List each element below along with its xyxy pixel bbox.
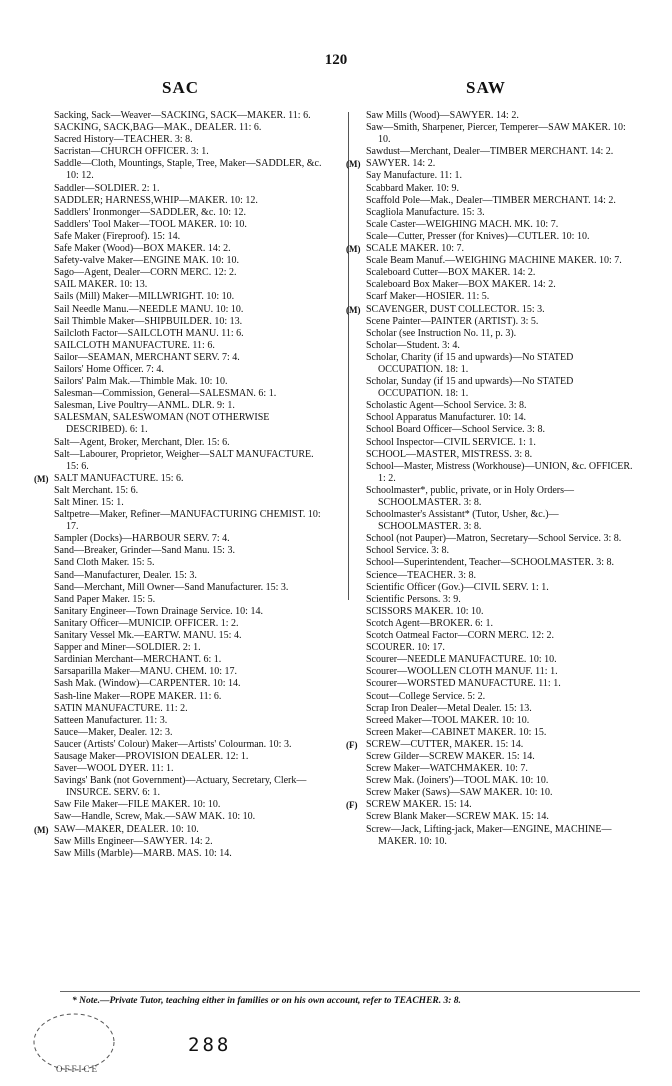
entry-text: Scholar, Charity (if 15 and upwards)—No STATED OCCUPATION. 18: 1.	[366, 351, 574, 375]
right-column-heading: SAW	[466, 78, 506, 97]
index-entry	[34, 533, 330, 545]
entry-text: Safe Maker (Fireproof). 15: 14.	[54, 230, 181, 242]
entry-text: Sailors' Home Officer. 7: 4.	[54, 363, 164, 375]
index-entry	[34, 146, 330, 158]
index-entry	[346, 231, 642, 243]
index-entry	[346, 654, 642, 666]
index-entry	[346, 618, 642, 630]
index-entry	[346, 557, 642, 569]
index-entry	[34, 183, 330, 195]
index-entry	[34, 570, 330, 582]
entry-text: Scourer—WORSTED MANUFACTURE. 11: 1.	[366, 678, 561, 690]
index-entry	[346, 110, 642, 122]
entry-text: Screw Mak. (Joiners')—TOOL MAK. 10: 10.	[366, 775, 549, 787]
entry-text: Sacristan—CHURCH OFFICER. 3: 1.	[54, 146, 209, 158]
entry-text: Saver—WOOL DYER. 11: 1.	[54, 763, 174, 775]
entry-mark: (M)	[34, 473, 49, 484]
index-entry	[34, 727, 330, 739]
index-entry	[346, 703, 642, 715]
index-entry	[346, 678, 642, 690]
index-entry	[34, 594, 330, 606]
entry-text: SCISSORS MAKER. 10: 10.	[366, 605, 484, 617]
index-entry	[346, 255, 642, 267]
entry-text: SCHOOL—MASTER, MISTRESS. 3: 8.	[366, 448, 533, 460]
entry-text: Scout—College Service. 5: 2.	[366, 690, 486, 702]
entry-text: Saltpetre—Maker, Refiner—MANUFACTURING CHEMIST. 10: 17.	[54, 509, 321, 533]
entry-text: Say Manufacture. 11: 1.	[366, 170, 462, 182]
index-entry	[346, 666, 642, 678]
index-entry	[34, 497, 330, 509]
index-entry	[34, 340, 330, 352]
entry-mark: (M)	[346, 304, 361, 315]
index-entry	[346, 715, 642, 727]
index-entry	[346, 207, 642, 219]
index-entry	[346, 787, 642, 799]
index-entry	[346, 582, 642, 594]
index-entry	[34, 304, 330, 316]
entry-text: SACKING, SACK,BAG—MAK., DEALER. 11: 6.	[54, 122, 262, 134]
index-entry	[346, 763, 642, 775]
entry-text: SALT MANUFACTURE. 15: 6.	[54, 472, 184, 484]
index-entry	[34, 485, 330, 497]
index-entry	[34, 316, 330, 328]
index-entry	[346, 606, 642, 618]
entry-text: SCAVENGER, DUST COLLECTOR. 15: 3.	[366, 303, 545, 315]
index-entry	[34, 509, 330, 533]
entry-text: Sauce—Maker, Dealer. 12: 3.	[54, 726, 173, 738]
left-column-heading: SAC	[162, 78, 200, 97]
index-entry	[346, 158, 642, 170]
index-entry	[34, 352, 330, 364]
entry-text: Screw Gilder—SCREW MAKER. 15: 14.	[366, 750, 535, 762]
entry-text: School Service. 3: 8.	[366, 545, 450, 557]
index-entry	[34, 630, 330, 642]
index-entry	[34, 751, 330, 763]
index-entry	[34, 291, 330, 303]
page-number: 120	[324, 52, 348, 68]
entry-text: Safe Maker (Wood)—BOX MAKER. 14: 2.	[54, 243, 231, 255]
index-entry	[34, 328, 330, 340]
entry-text: Sacred History—TEACHER. 3: 8.	[54, 134, 193, 146]
index-entry	[34, 763, 330, 775]
entry-text: SCALE MAKER. 10: 7.	[366, 243, 465, 255]
index-entry	[346, 183, 642, 195]
office-stamp	[22, 1012, 132, 1082]
index-entry	[34, 775, 330, 799]
index-entry	[34, 691, 330, 703]
entry-text: Scrap Iron Dealer—Metal Dealer. 15: 13.	[366, 702, 532, 714]
entry-text: Sardinian Merchant—MERCHANT. 6: 1.	[54, 654, 222, 666]
entry-text: Scene Painter—PAINTER (ARTIST). 3: 5.	[366, 315, 539, 327]
index-entry	[346, 799, 642, 811]
entry-text: Sand—Merchant, Mill Owner—Sand Manufacturer. 15: 3.	[54, 581, 289, 593]
entry-text: Screw—Jack, Lifting-jack, Maker—ENGINE, MACHINE—MAKER. 10: 10.	[366, 823, 612, 847]
index-entry	[346, 279, 642, 291]
stamp-text: OFFICE	[56, 1064, 100, 1074]
entry-text: School—Superintendent, Teacher—SCHOOLMASTER. 3: 8.	[366, 557, 614, 569]
entry-text: Safety-valve Maker—ENGINE MAK. 10: 10.	[54, 255, 239, 267]
entry-text: Scaleboard Box Maker—BOX MAKER. 14: 2.	[366, 279, 556, 291]
entry-text: Sampler (Docks)—HARBOUR SERV. 7: 4.	[54, 533, 230, 545]
entry-text: Sailcloth Factor—SAILCLOTH MANU. 11: 6.	[54, 327, 244, 339]
entry-text: SAW—MAKER, DEALER. 10: 10.	[54, 823, 199, 835]
entry-text: Scabbard Maker. 10: 9.	[366, 182, 460, 194]
index-entry	[34, 715, 330, 727]
entry-text: Scientific Officer (Gov.)—CIVIL SERV. 1: 1.	[366, 581, 549, 593]
entry-text: School (not Pauper)—Matron, Secretary—School Service. 3: 8.	[366, 533, 622, 545]
entry-text: Sapper and Miner—SOLDIER. 2: 1.	[54, 642, 201, 654]
index-entry	[346, 642, 642, 654]
index-entry	[34, 473, 330, 485]
entry-text: Screw Maker (Saws)—SAW MAKER. 10: 10.	[366, 787, 553, 799]
entry-text: Saw—Smith, Sharpener, Piercer, Temperer—SAW MAKER. 10: 10.	[366, 122, 626, 146]
right-column	[346, 110, 642, 848]
index-entry	[34, 824, 330, 836]
index-entry	[346, 533, 642, 545]
index-entry	[34, 606, 330, 618]
entry-text: Scale Caster—WEIGHING MACH. MK. 10: 7.	[366, 218, 559, 230]
index-entry	[346, 376, 642, 400]
entry-text: Science—TEACHER. 3: 8.	[366, 569, 476, 581]
index-entry	[346, 449, 642, 461]
index-entry	[34, 582, 330, 594]
index-entry	[346, 461, 642, 485]
entry-text: Saw Mills (Wood)—SAWYER. 14: 2.	[366, 110, 519, 121]
entry-text: School Inspector—CIVIL SERVICE. 1: 1.	[366, 436, 536, 448]
entry-text: SCOURER. 10: 17.	[366, 642, 445, 654]
index-entry	[34, 134, 330, 146]
entry-text: SCREW MAKER. 15: 14.	[366, 799, 472, 811]
entry-text: Saw File Maker—FILE MAKER. 10: 10.	[54, 799, 221, 811]
entry-text: Scholar, Sunday (if 15 and upwards)—No STATED OCCUPATION. 18: 1.	[366, 376, 574, 400]
entry-mark: (F)	[346, 739, 358, 750]
index-entry	[34, 231, 330, 243]
index-entry	[346, 304, 642, 316]
entry-text: Sand—Breaker, Grinder—Sand Manu. 15: 3.	[54, 545, 235, 557]
index-entry	[34, 642, 330, 654]
entry-text: Saw Mills (Marble)—MARB. MAS. 10: 14.	[54, 847, 232, 859]
index-entry	[346, 751, 642, 763]
entry-text: Scale Beam Manuf.—WEIGHING MACHINE MAKER. 10: 7.	[366, 255, 622, 267]
index-entry	[346, 727, 642, 739]
index-entry	[34, 267, 330, 279]
entry-text: Sailor—SEAMAN, MERCHANT SERV. 7: 4.	[54, 351, 240, 363]
index-entry	[34, 376, 330, 388]
entry-text: Scale—Cutter, Presser (for Knives)—CUTLER. 10: 10.	[366, 230, 590, 242]
index-entry	[34, 195, 330, 207]
entry-text: Screw Blank Maker—SCREW MAK. 15: 14.	[366, 811, 549, 823]
entry-text: Salt—Agent, Broker, Merchant, Dler. 15: 6.	[54, 436, 230, 448]
left-column	[34, 110, 330, 860]
entry-text: School Apparatus Manufacturer. 10: 14.	[366, 412, 526, 424]
entry-text: Saw Mills Engineer—SAWYER. 14: 2.	[54, 835, 213, 847]
entry-text: Salt Miner. 15: 1.	[54, 497, 124, 508]
entry-text: Saddler—SOLDIER. 2: 1.	[54, 182, 160, 194]
entry-text: Scagliola Manufacture. 15: 3.	[366, 206, 485, 218]
index-entry	[34, 811, 330, 823]
entry-text: Sand—Manufacturer, Dealer. 15: 3.	[54, 569, 197, 581]
index-entry	[34, 703, 330, 715]
index-entry	[346, 691, 642, 703]
entry-text: Sanitary Engineer—Town Drainage Service. 10: 14.	[54, 605, 263, 617]
entry-text: Schoolmaster's Assistant* (Tutor, Usher, &c.)—SCHOOLMASTER. 3: 8.	[366, 509, 559, 533]
index-entry	[34, 122, 330, 134]
index-entry	[346, 545, 642, 557]
entry-text: Scaleboard Cutter—BOX MAKER. 14: 2.	[366, 267, 536, 279]
index-entry	[346, 352, 642, 376]
entry-text: Sausage Maker—PROVISION DEALER. 12: 1.	[54, 750, 249, 762]
index-entry	[34, 437, 330, 449]
entry-mark: (F)	[346, 800, 358, 811]
index-entry	[346, 630, 642, 642]
entry-text: Satteen Manufacturer. 11: 3.	[54, 714, 168, 726]
index-entry	[346, 219, 642, 231]
index-entry	[346, 291, 642, 303]
entry-text: Sarsaparilla Maker—MANU. CHEM. 10: 17.	[54, 666, 238, 678]
index-entry	[34, 654, 330, 666]
entry-text: Sand Cloth Maker. 15: 5.	[54, 557, 155, 569]
entry-text: Schoolmaster*, public, private, or in Holy Orders—SCHOOLMASTER. 3: 8.	[366, 484, 575, 508]
index-entry	[34, 364, 330, 376]
index-entry	[34, 836, 330, 848]
index-entry	[34, 557, 330, 569]
entry-text: Sago—Agent, Dealer—CORN MERC. 12: 2.	[54, 267, 237, 279]
index-entry	[346, 243, 642, 255]
index-entry	[346, 570, 642, 582]
entry-text: Sail Needle Manu.—NEEDLE MANU. 10: 10.	[54, 303, 244, 315]
entry-text: Scourer—WOOLLEN CLOTH MANUF. 11: 1.	[366, 666, 558, 678]
entry-text: Scourer—NEEDLE MANUFACTURE. 10: 10.	[366, 654, 557, 666]
footnote: * Note.—Private Tutor, teaching either in families or on his own account, refer to TEACHER. 3: 8.	[72, 996, 461, 1006]
entry-text: Savings' Bank (not Government)—Actuary, Secretary, Clerk—INSURCE. SERV. 6: 1.	[54, 775, 307, 799]
entry-text: Sail Thimble Maker—SHIPBUILDER. 10: 13.	[54, 315, 243, 327]
entry-text: Screen Maker—CABINET MAKER. 10: 15.	[366, 726, 547, 738]
entry-text: Salesman—Commission, General—SALESMAN. 6: 1.	[54, 388, 277, 400]
entry-text: Scholastic Agent—School Service. 3: 8.	[366, 400, 527, 412]
entry-text: Scaffold Pole—Mak., Dealer—TIMBER MERCHANT. 14: 2.	[366, 194, 616, 206]
entry-text: Saw—Handle, Screw, Mak.—SAW MAK. 10: 10.	[54, 811, 256, 823]
entry-text: SCREW—CUTTER, MAKER. 15: 14.	[366, 738, 524, 750]
index-entry	[34, 799, 330, 811]
index-entry	[34, 158, 330, 182]
index-entry	[346, 775, 642, 787]
entry-text: Salt—Labourer, Proprietor, Weigher—SALT MANUFACTURE. 15: 6.	[54, 448, 314, 472]
entry-text: Salesman, Live Poultry—ANML. DLR. 9: 1.	[54, 400, 235, 412]
index-entry	[34, 412, 330, 436]
entry-text: Sanitary Vessel Mk.—EARTW. MANU. 15: 4.	[54, 630, 242, 642]
index-entry	[34, 545, 330, 557]
entry-text: Scotch Agent—BROKER. 6: 1.	[366, 617, 493, 629]
entry-text: Sailors' Palm Mak.—Thimble Mak. 10: 10.	[54, 376, 228, 388]
index-entry	[346, 509, 642, 533]
index-entry	[34, 666, 330, 678]
entry-text: SAILCLOTH MANUFACTURE. 11: 6.	[54, 339, 215, 351]
entry-text: Saddlers' Tool Maker—TOOL MAKER. 10: 10.	[54, 218, 247, 230]
index-entry	[346, 267, 642, 279]
entry-text: SAWYER. 14: 2.	[366, 158, 436, 170]
index-entry	[34, 739, 330, 751]
entry-text: SADDLER; HARNESS,WHIP—MAKER. 10: 12.	[54, 194, 258, 206]
entry-text: Sails (Mill) Maker—MILLWRIGHT. 10: 10.	[54, 291, 235, 303]
entry-text: Screw Maker—WATCHMAKER. 10: 7.	[366, 763, 528, 775]
entry-text: Saddlers' Ironmonger—SADDLER, &c. 10: 12.	[54, 206, 247, 218]
entry-text: Scotch Oatmeal Factor—CORN MERC. 12: 2.	[366, 630, 555, 642]
index-entry	[34, 207, 330, 219]
entry-text: SATIN MANUFACTURE. 11: 2.	[54, 702, 188, 714]
entry-text: SALESMAN, SALESWOMAN (NOT OTHERWISE DESCRIBED). 6: 1.	[54, 412, 270, 436]
entry-text: Scientific Persons. 3: 9.	[366, 593, 461, 605]
entry-text: SAIL MAKER. 10: 13.	[54, 279, 148, 291]
entry-text: Salt Merchant. 15: 6.	[54, 484, 139, 496]
index-entry	[34, 255, 330, 267]
index-entry	[346, 811, 642, 823]
entry-text: Saucer (Artists' Colour) Maker—Artists' Colourman. 10: 3.	[54, 738, 292, 750]
index-entry	[34, 449, 330, 473]
index-entry	[346, 594, 642, 606]
index-entry	[346, 424, 642, 436]
index-entry	[34, 400, 330, 412]
index-entry	[34, 618, 330, 630]
footnote-rule	[60, 991, 640, 992]
index-entry	[34, 219, 330, 231]
entry-text: Sacking, Sack—Weaver—SACKING, SACK—MAKER. 11: 6.	[54, 110, 311, 121]
entry-text: Scholar—Student. 3: 4.	[366, 339, 460, 351]
entry-mark: (M)	[346, 244, 361, 255]
index-entry	[346, 824, 642, 848]
index-entry	[346, 146, 642, 158]
index-entry	[346, 437, 642, 449]
index-entry	[34, 243, 330, 255]
sheet-number: 288	[188, 1034, 232, 1056]
index-entry	[346, 328, 642, 340]
index-entry	[346, 340, 642, 352]
entry-text: School—Master, Mistress (Workhouse)—UNION, &c. OFFICER. 1: 2.	[366, 460, 633, 484]
entry-text: Screed Maker—TOOL MAKER. 10: 10.	[366, 714, 530, 726]
entry-text: Sash-line Maker—ROPE MAKER. 11: 6.	[54, 690, 222, 702]
index-entry	[346, 195, 642, 207]
index-entry	[34, 848, 330, 860]
entry-text: Sand Paper Maker. 15: 5.	[54, 593, 156, 605]
entry-text: Scarf Maker—HOSIER. 11: 5.	[366, 291, 490, 303]
index-entry	[346, 170, 642, 182]
entry-mark: (M)	[346, 159, 361, 170]
entry-mark: (M)	[34, 824, 49, 835]
entry-text: School Board Officer—School Service. 3: 8.	[366, 424, 545, 436]
index-entry	[346, 485, 642, 509]
entry-text: Scholar (see Instruction No. 11, p. 3).	[366, 327, 517, 339]
index-entry	[346, 412, 642, 424]
entry-text: Saddle—Cloth, Mountings, Staple, Tree, Maker—SADDLER, &c. 10: 12.	[54, 158, 322, 182]
entry-text: Sawdust—Merchant, Dealer—TIMBER MERCHANT. 14: 2.	[366, 146, 614, 158]
index-entry	[34, 388, 330, 400]
index-entry	[34, 678, 330, 690]
index-entry	[346, 739, 642, 751]
index-entry	[346, 316, 642, 328]
entry-text: Sanitary Officer—MUNICIP. OFFICER. 1: 2.	[54, 617, 239, 629]
index-entry	[346, 122, 642, 146]
entry-text: Sash Mak. (Window)—CARPENTER. 10: 14.	[54, 678, 241, 690]
index-entry	[346, 400, 642, 412]
index-entry	[34, 279, 330, 291]
index-entry	[34, 110, 330, 122]
